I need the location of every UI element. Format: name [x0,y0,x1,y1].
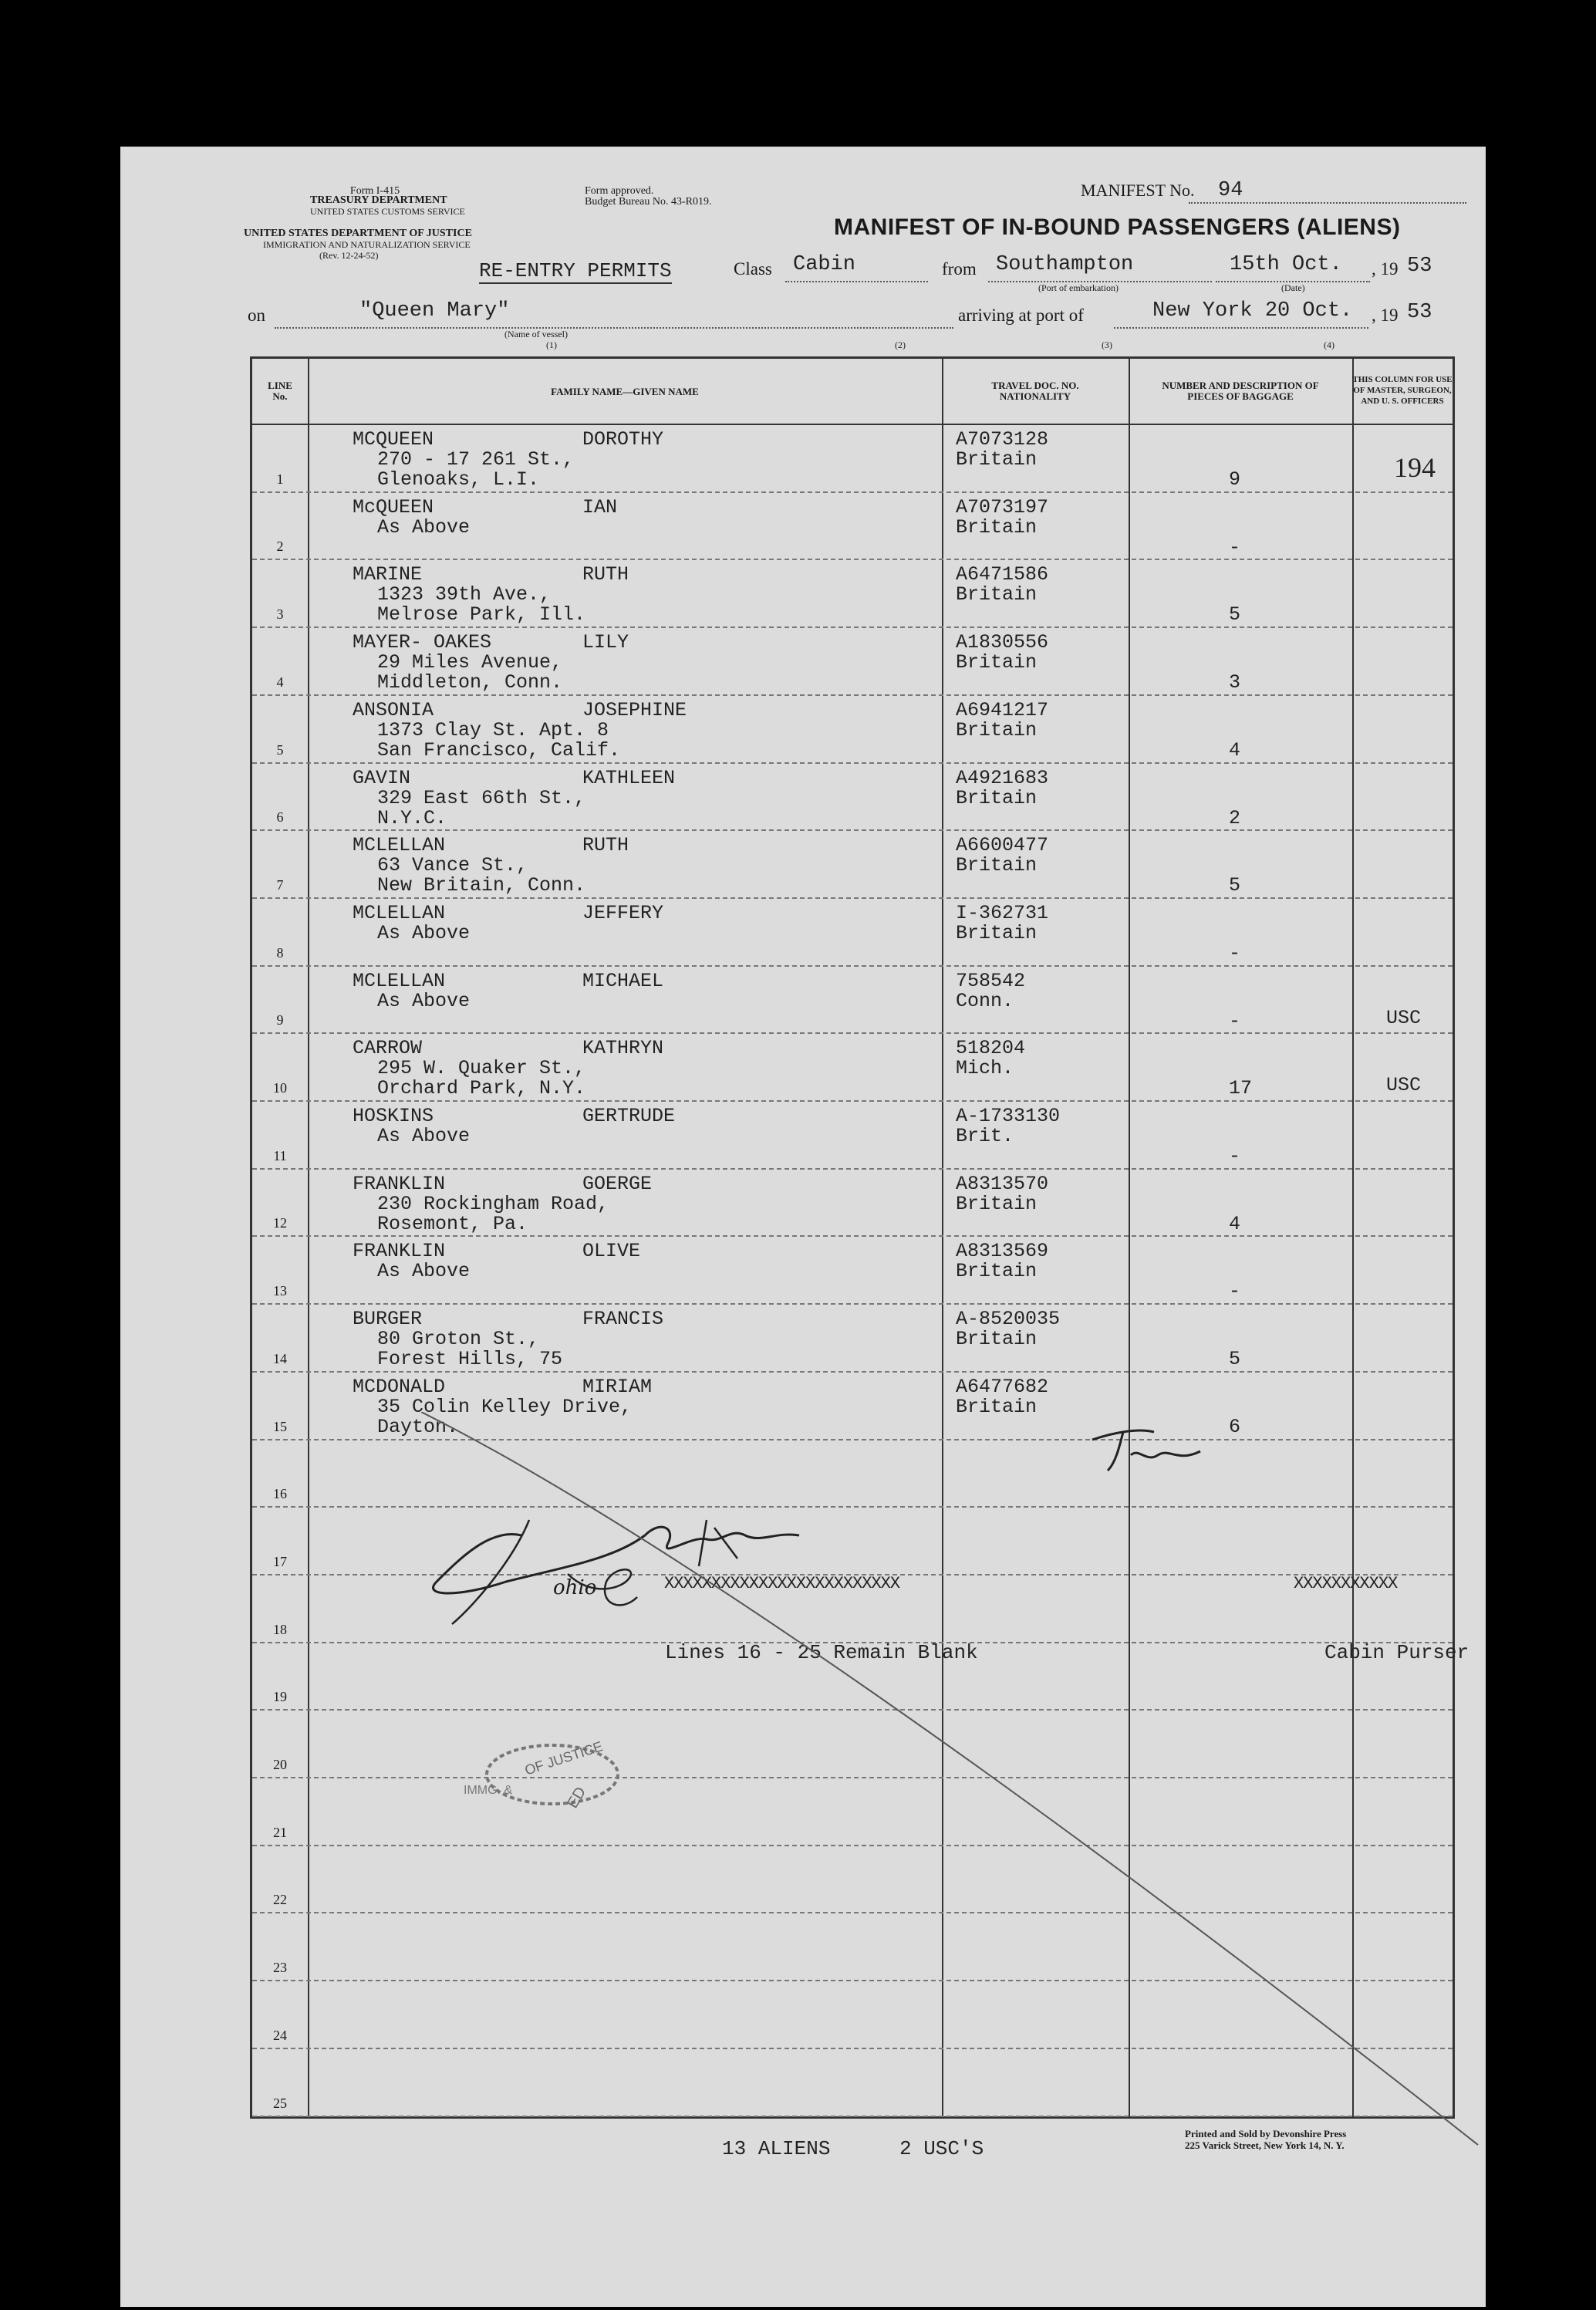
line-number: 7 [276,876,284,893]
form-rev: (Rev. 12-24-52) [319,250,379,261]
passenger-baggage: 4 [1229,1212,1241,1235]
on-label: on [248,306,265,325]
passenger-travel-doc: A1830556 [956,631,1049,654]
passenger-nationality: Brit. [956,1125,1014,1147]
passenger-travel-doc: I-362731 [956,901,1049,924]
stamp-text-immg: IMMG. & [464,1784,513,1797]
passenger-address-line2: New Britain, Conn. [377,874,586,897]
line-number: 3 [276,606,284,623]
passenger-travel-doc: A6477682 [956,1375,1049,1398]
aliens-count: 13 ALIENS [722,2137,831,2160]
passenger-baggage: 5 [1229,603,1241,626]
passenger-address-line1: 1323 39th Ave., [377,583,552,606]
passenger-baggage: 17 [1229,1077,1253,1100]
passenger-family-name: McQUEEN [353,495,434,518]
passenger-baggage: - [1229,1280,1241,1303]
line-number: 22 [273,1892,287,1908]
manifest-title: MANIFEST OF IN-BOUND PASSENGERS (ALIENS) [834,214,1401,240]
passenger-family-name: HOSKINS [353,1105,434,1127]
passenger-baggage: 5 [1229,874,1241,897]
passenger-nationality: Britain [956,854,1038,877]
passenger-given-name: JOSEPHINE [582,698,687,721]
from-label: from [942,259,977,279]
passenger-travel-doc: 758542 [956,969,1026,992]
passenger-address-line1: 295 W. Quaker St., [377,1057,586,1080]
row-divider [252,1303,1453,1305]
passenger-nationality: Britain [956,583,1038,606]
passenger-family-name: MCLELLAN [353,969,446,992]
passenger-given-name: IAN [582,495,618,518]
passenger-address-line1: 329 East 66th St., [377,786,586,809]
line-number: 25 [273,2095,287,2111]
passenger-nationality: Britain [956,1395,1038,1418]
manifest-no-label: MANIFEST No. [1081,181,1195,200]
passenger-family-name: FRANKLIN [353,1240,446,1263]
manifest-no-value: 94 [1218,179,1243,202]
line-number: 24 [273,2027,287,2043]
line-number: 23 [273,1960,287,1976]
year-value-2: 53 [1407,301,1432,324]
passenger-family-name: ANSONIA [353,698,434,721]
passenger-travel-doc: A8313569 [956,1240,1049,1263]
passenger-address-line1: As Above [377,1260,471,1283]
line-number: 11 [273,1147,287,1163]
header-divider [252,424,1453,425]
stamp-text-ed: ED [564,1784,590,1812]
passenger-nationality: Britain [956,515,1038,539]
passenger-address-line1: 270 - 17 261 St., [377,448,575,471]
date-caption: (Date) [1281,282,1305,293]
passenger-address-line2: Middleton, Conn. [377,671,563,694]
line-number: 17 [273,1553,287,1569]
row-divider [252,694,1453,696]
vessel-field [275,299,953,329]
header-name: FAMILY NAME—GIVEN NAME [551,386,699,397]
passenger-travel-doc: A7073128 [956,428,1049,451]
passenger-travel-doc: 518204 [956,1037,1026,1060]
passenger-given-name: RUTH [582,563,629,586]
passenger-address-line2: N.Y.C. [377,806,447,829]
line15-handwritten-note: ohio [553,1576,597,1599]
passenger-nationality: Britain [956,1260,1038,1283]
row-divider [252,1371,1453,1373]
line-number: 18 [273,1621,287,1637]
passenger-family-name: MARINE [353,563,423,586]
passenger-baggage: 4 [1229,738,1241,762]
passenger-nationality: Britain [956,718,1038,741]
row-divider [252,897,1453,899]
void-diagonal-line [421,1412,1486,2183]
year-value-1: 53 [1407,255,1432,278]
col4-number: (4) [1324,339,1334,350]
passenger-family-name: FRANKLIN [353,1172,446,1195]
passenger-travel-doc: A6600477 [956,834,1049,857]
remain-blank-text: Lines 16 - 25 Remain Blank [665,1641,978,1664]
port-embarkation-caption: (Port of embarkation) [1038,282,1119,293]
passenger-family-name: MAYER- OAKES [353,631,492,654]
from-value: Southampton [996,253,1134,276]
line-number: 20 [273,1757,287,1772]
passenger-given-name: LILY [582,631,629,654]
line-number: 8 [276,944,284,961]
passenger-address-line1: As Above [377,921,471,944]
passenger-travel-doc: A4921683 [956,766,1049,789]
passenger-family-name: GAVIN [353,766,411,789]
line-number: 13 [273,1283,287,1299]
passenger-address-line1: As Above [377,989,471,1012]
passenger-baggage: - [1229,941,1241,964]
passenger-official-use: 194 [1394,452,1436,483]
manifest-sheet: Form I-415 TREASURY DEPARTMENT UNITED STATES CUSTOMS SERVICE UNITED STATES DEPARTMENT OF JUSTICE IMMIGRATION AND NATURALIZATION SERVICE (Rev. 12-24-52) Form approved. Budget Bureau No. 43-R019. MANIFEST No. 94 MANIFEST OF IN-BOUND PASSENGERS (ALIENS) RE-ENTRY PERMITS Class Cabin from Southampton (Port of embarkation) 15th Oct. (Date) , 19 53 on "Queen Mary" (Name of vessel) (1) arriving at port of New York 20 Oct. , 19 53 (2) (3) (4) LINE No. FAMILY NAME—GIVEN NAME TRAVEL DOC. NO. NATIONALITY NUMBER AND DESCRIPTION OF PIECES OF BAGGAGE THIS COLUMN FOR USE OF MASTER, SURGEON, AND U. S. OFFICERS 1 2 3 4 5 6 7 8 9 10 11 12 13 14 15 16 17 18 19 20 21 22 23 24 25 MCQUEEN DOROTHY 270 - 17 261 St., Glenoaks, L.I. A7073128 Britain 9 194 McQUEEN IAN As Above A7073197 Britain - MARINE RUTH 1323 39th Ave., Melrose Park, Ill. A6471586 Britain 5 MAYER- OAKES LILY 29 Miles Avenue, Middleton, Conn. A1830556 Britain 3 ANSONIA JOSEPHINE 1373 Clay St. Apt. 8 San Francisco, Calif. A6941217 Britain 4 GAVIN KATHLEEN 329 East 66th St., N.Y.C. A4921683 Britain 2 MCLELLAN RUTH 63 Vance St., New Britain, Conn. A6600477 Britain 5 MCLELLAN JEFFERY As Above I-362731 Britain - MCLELLAN MICHAEL As Above 758542 Conn. - USC CARROW KATHRYN 295 W. Quaker St., Orchard Park, N.Y. 518204 Mich. 17 USC HOSKINS GERTRUDE As Above A-1733130 Brit. - FRANKLIN GOERGE 230 Rockingham Road, Rosemont, Pa. A8313570 Britain 4 FRANKLIN OLIVE As Above A8313569 Britain - BURGER FRANCIS 80 Groton St., Forest Hills, 75 A-8520035 Britain 5 MCDONALD MIRIAM 35 Colin Kelley Drive, Dayton. A6477682 Britain 6 XXXXXXXXXXXXXXXXXXXXXXXXX XXXXXXXXXXX ohio Lines 16 - 25 Remain Blank Cabin Purser OF JUSTICE IMMG. & ED 13 ALIENS 2 USC'S Printed and Sold by Devonshire Press 225 Varick Street, New York 14, N. Y. [120,147,1486,2307]
cabin-purser-text: Cabin Purser [1324,1641,1469,1664]
arriving-field [1114,299,1368,329]
line15-right-strikeout: XXXXXXXXXXX [1294,1574,1398,1593]
passenger-given-name: FRANCIS [582,1308,664,1331]
line-number: 5 [276,741,284,758]
customs-service: UNITED STATES CUSTOMS SERVICE [310,206,465,217]
printer-line-1: Printed and Sold by Devonshire Press [1185,2128,1347,2139]
line-number: 15 [273,1418,287,1434]
passenger-nationality: Britain [956,448,1038,471]
row-divider [252,559,1453,560]
header-baggage: NUMBER AND DESCRIPTION OF PIECES OF BAGGAGE [1162,380,1319,402]
passenger-given-name: KATHRYN [582,1037,664,1060]
passenger-travel-doc: A6471586 [956,563,1049,586]
line-number: 21 [273,1824,287,1840]
row-divider [252,829,1453,831]
stamp-text-justice: OF JUSTICE [522,1738,605,1778]
passenger-travel-doc: A7073197 [956,495,1049,518]
arriving-value: New York 20 Oct. [1152,299,1353,323]
line-number: 19 [273,1689,287,1705]
header-official-use: THIS COLUMN FOR USE OF MASTER, SURGEON, AND U. S. OFFICERS [1352,375,1453,406]
row-divider [252,1235,1453,1237]
line-number: 6 [276,809,284,826]
passenger-family-name: MCDONALD [353,1375,446,1398]
passenger-official-use: USC [1386,1006,1422,1029]
year-prefix-2: , 19 [1372,306,1399,325]
date-value: 15th Oct. [1230,253,1342,276]
passenger-address-line2: Glenoaks, L.I. [377,468,540,491]
passenger-family-name: MCQUEEN [353,428,434,451]
passenger-given-name: MIRIAM [582,1375,653,1398]
passenger-family-name: CARROW [353,1037,423,1060]
line-number: 4 [276,674,284,690]
passenger-address-line2: San Francisco, Calif. [377,738,621,762]
row-divider [252,491,1453,493]
passenger-baggage: 3 [1229,671,1241,694]
passenger-address-line2: Melrose Park, Ill. [377,603,586,626]
passenger-given-name: GOERGE [582,1172,653,1195]
row-divider [252,762,1453,764]
passenger-address-line2: Forest Hills, 75 [377,1348,563,1371]
row-divider [252,1168,1453,1170]
passenger-official-use: USC [1386,1074,1422,1097]
passenger-nationality: Britain [956,1328,1038,1351]
passenger-baggage: 9 [1229,468,1241,491]
line-number: 12 [273,1215,287,1231]
line-number: 2 [276,539,284,555]
passenger-address-line1: 63 Vance St., [377,854,528,877]
col3-number: (3) [1102,339,1112,350]
passenger-address-line1: As Above [377,515,471,539]
form-approved: Form approved. [585,185,654,197]
treasury-dept: TREASURY DEPARTMENT [310,194,447,206]
arriving-label: arriving at port of [958,306,1084,325]
vessel-value: "Queen Mary" [359,299,510,323]
passenger-nationality: Britain [956,651,1038,674]
header-travel-doc: TRAVEL DOC. NO. NATIONALITY [991,380,1079,402]
passenger-travel-doc: A8313570 [956,1172,1049,1195]
passenger-given-name: OLIVE [582,1240,641,1263]
class-field [785,253,928,282]
passenger-address-line2: Dayton. [377,1415,459,1438]
passenger-baggage: 6 [1229,1415,1241,1438]
line-number: 1 [276,471,284,487]
passenger-travel-doc: A-1733130 [956,1105,1061,1127]
from-field [988,253,1212,282]
justice-dept: UNITED STATES DEPARTMENT OF JUSTICE [244,228,472,239]
passenger-address-line1: 35 Colin Kelley Drive, [377,1395,633,1418]
line15-strikeout: XXXXXXXXXXXXXXXXXXXXXXXXX [664,1574,900,1593]
passenger-given-name: MICHAEL [582,969,664,992]
manifest-no-line [1189,179,1466,204]
passenger-family-name: BURGER [353,1308,423,1331]
passenger-baggage: 5 [1229,1348,1241,1371]
passenger-nationality: Conn. [956,989,1014,1012]
passenger-family-name: MCLELLAN [353,834,446,857]
passenger-given-name: GERTRUDE [582,1105,676,1127]
row-divider [252,965,1453,967]
passenger-baggage: - [1229,1145,1241,1167]
passenger-address-line1: 230 Rockingham Road, [377,1192,609,1215]
printer-line-2: 225 Varick Street, New York 14, N. Y. [1185,2139,1345,2151]
line-number: 16 [273,1486,287,1502]
row-divider [252,1100,1453,1102]
date-field [1216,253,1370,282]
reentry-permits: RE-ENTRY PERMITS [479,259,672,282]
passenger-given-name: KATHLEEN [582,766,676,789]
year-prefix-1: , 19 [1372,259,1399,279]
passenger-address-line2: Orchard Park, N.Y. [377,1077,586,1100]
passenger-address-line1: 80 Groton St., [377,1328,540,1351]
class-label: Class [734,259,772,279]
budget-bureau: Budget Bureau No. 43-R019. [585,196,712,208]
column-divider [308,359,309,2116]
passenger-given-name: RUTH [582,834,629,857]
passenger-address-line1: 1373 Clay St. Apt. 8 [377,718,609,741]
passenger-given-name: DOROTHY [582,428,664,451]
col2-number: (2) [895,339,906,350]
passenger-given-name: JEFFERY [582,901,664,924]
passenger-address-line1: As Above [377,1125,471,1147]
passenger-nationality: Britain [956,786,1038,809]
passenger-nationality: Britain [956,1192,1038,1215]
line-number: 9 [276,1012,284,1028]
passenger-baggage: - [1229,1009,1241,1032]
passenger-baggage: 2 [1229,806,1241,829]
ins-service: IMMIGRATION AND NATURALIZATION SERVICE [263,239,471,250]
line-number: 14 [273,1350,287,1366]
passenger-baggage: - [1229,535,1241,559]
usc-count: 2 USC'S [899,2137,984,2160]
row-divider [252,1032,1453,1034]
passenger-travel-doc: A6941217 [956,698,1049,721]
row-divider [252,626,1453,628]
line-number: 10 [273,1080,287,1096]
passenger-address-line1: 29 Miles Avenue, [377,651,563,674]
class-value: Cabin [793,253,856,276]
passenger-address-line2: Rosemont, Pa. [377,1212,528,1235]
passenger-family-name: MCLELLAN [353,901,446,924]
vessel-caption: (Name of vessel) [504,329,568,339]
passenger-nationality: Britain [956,921,1038,944]
passenger-nationality: Mich. [956,1057,1014,1080]
passenger-travel-doc: A-8520035 [956,1308,1061,1331]
col1-number: (1) [546,339,557,350]
header-line-no: LINE No. [268,380,292,402]
